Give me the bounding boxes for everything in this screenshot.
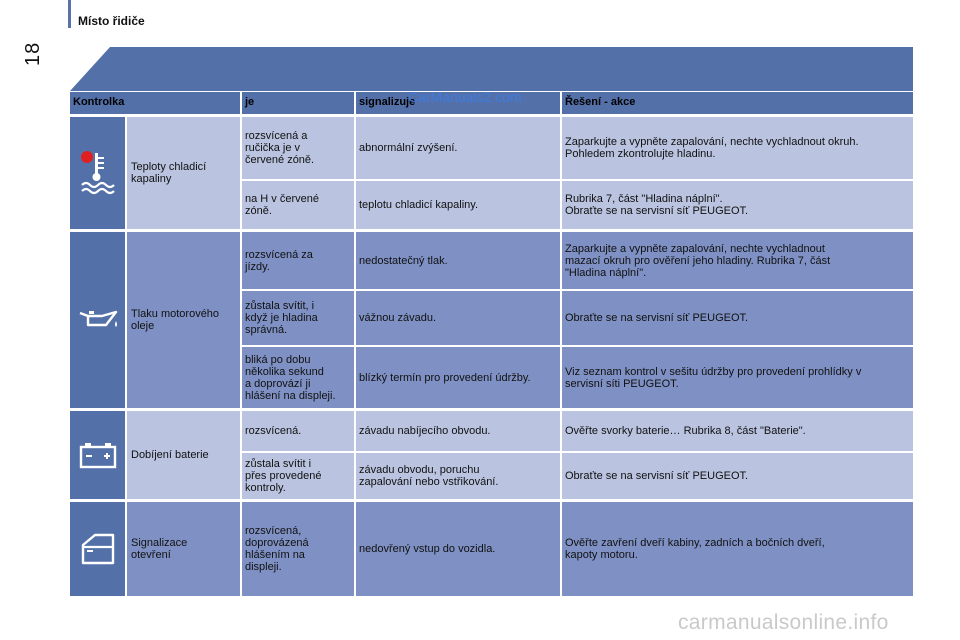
cell-state: rozsvícená a ručička je v červené zóně. [242, 117, 356, 179]
watermark-top: CarManuals2.com [408, 89, 522, 105]
header-kontrolka: Kontrolka [70, 92, 242, 114]
cell-action: Obraťte se na servisní síť PEUGEOT. [562, 453, 913, 499]
cell-action: Obraťte se na servisní síť PEUGEOT. [562, 291, 913, 345]
table-row [242, 345, 913, 408]
cell-signal: nedostatečný tlak. [356, 232, 562, 289]
cell-state: bliká po dobu několika sekund a doprovází ji hlášení na displeji. [242, 347, 356, 408]
cell-action: Zaparkujte a vypněte zapalování, nechte vychladnout mazací okruh pro ověření jeho hladiny. Rubrika 7, část "Hladina náplní". [562, 232, 913, 289]
cell-state: zůstala svítit, i když je hladina správná. [242, 291, 356, 345]
cell-signal: blízký termín pro provedení údržby. [356, 347, 562, 408]
table-row [242, 451, 913, 499]
header-banner [70, 47, 913, 91]
door-open-icon [70, 502, 127, 596]
cell-signal: závadu obvodu, poruchu zapalování nebo vstřikování. [356, 453, 562, 499]
group-oil-pressure [70, 232, 913, 408]
coolant-temperature-icon [70, 117, 127, 229]
cell-signal: teplotu chladicí kapaliny. [356, 181, 562, 229]
cell-signal: abnormální zvýšení. [356, 117, 562, 179]
cell-state: zůstala svítit i přes provedené kontroly. [242, 453, 356, 499]
oil-pressure-icon [70, 232, 127, 408]
group-name: Signalizace otevření [127, 502, 242, 596]
table-row [242, 117, 913, 179]
page-number: 18 [22, 41, 44, 66]
warning-lights-table [70, 92, 913, 596]
table-row [242, 502, 913, 596]
header-reseni: Řešení - akce [565, 96, 636, 108]
cell-signal: vážnou závadu. [356, 291, 562, 345]
cell-action: Zaparkujte a vypněte zapalování, nechte vychladnout okruh. Pohledem zkontrolujte hladinu. [562, 117, 913, 179]
group-coolant [70, 117, 913, 229]
cell-signal: závadu nabíjecího obvodu. [356, 411, 562, 451]
group-door-open [70, 502, 913, 596]
header-signalizuje: signalizuje [356, 92, 562, 114]
cell-action: Rubrika 7, část "Hladina náplní". Obraťte se na servisní síť PEUGEOT. [562, 181, 913, 229]
group-name: Dobíjení baterie [127, 411, 242, 499]
cell-state: rozsvícená. [242, 411, 356, 451]
table-row [242, 289, 913, 345]
cell-state: na H v červené zóně. [242, 181, 356, 229]
battery-icon [70, 411, 127, 499]
margin-rule [68, 0, 71, 28]
table-row [242, 179, 913, 229]
cell-state: rozsvícená, doprovázená hlášením na displeji. [242, 502, 356, 596]
table-row [242, 232, 913, 289]
cell-action: Ověřte svorky baterie… Rubrika 8, část "Baterie". [562, 411, 913, 451]
group-name: Teploty chladicí kapaliny [127, 117, 242, 229]
watermark-bottom: carmanualsonline.info [678, 611, 889, 634]
cell-state: rozsvícená za jízdy. [242, 232, 356, 289]
group-name: Tlaku motorového oleje [127, 232, 242, 408]
cell-action: Viz seznam kontrol v sešitu údržby pro provedení prohlídky v servisní síti PEUGEOT. [562, 347, 913, 408]
cell-action: Ověřte zavření dveří kabiny, zadních a bočních dveří, kapoty motoru. [562, 502, 913, 596]
header-je: je [242, 92, 356, 114]
group-battery [70, 411, 913, 499]
section-title: Místo řidiče [78, 14, 145, 28]
table-row [242, 411, 913, 451]
cell-signal: nedovřený vstup do vozidla. [356, 502, 562, 596]
